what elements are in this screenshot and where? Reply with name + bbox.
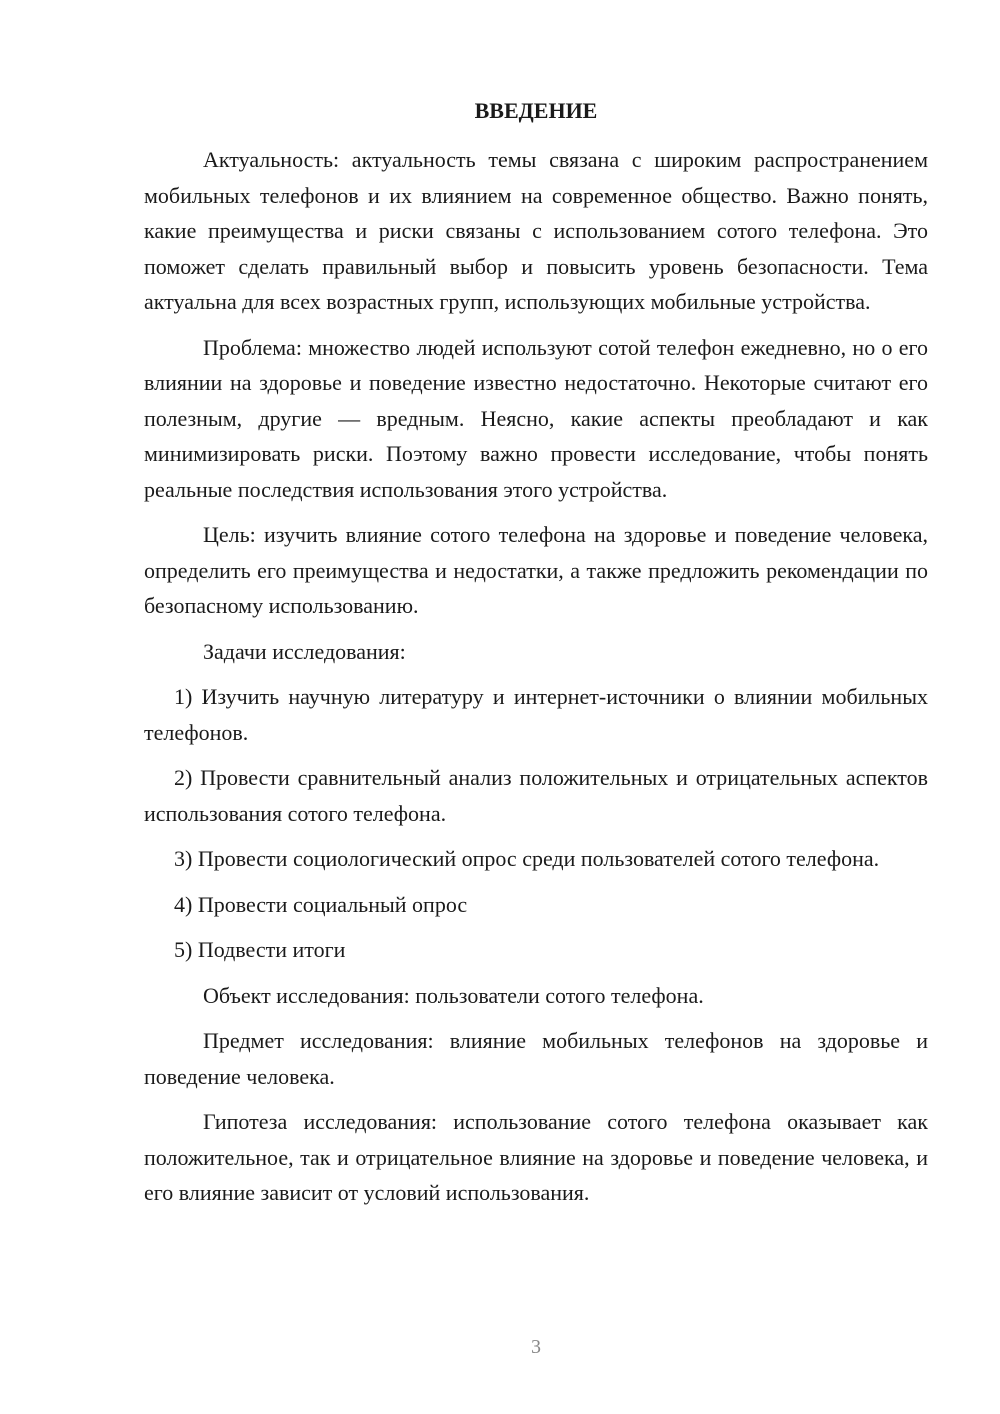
paragraph-object: Объект исследования: пользователи сотого телефона. xyxy=(203,982,704,1008)
paragraph-subject: Предмет исследования: влияние мобильных телефонов на здоровье и поведение человека. xyxy=(144,1028,928,1089)
paragraph-hypothesis: Гипотеза исследования: использование сотого телефона оказывает как положительное, так и отрицательное влияние на здоровье и поведение человека, и его влияние зависит от условий использования. xyxy=(144,1109,928,1205)
paragraph-tasks-heading: Задачи исследования: xyxy=(203,638,406,664)
task-item-5: 5) Подвести итоги xyxy=(174,937,346,962)
page-number: 3 xyxy=(531,1336,541,1358)
paragraph-goal: Цель: изучить влияние сотого телефона на здоровье и поведение человека, определить его преимущества и недостатки, а также предложить рекомендации по безопасному использованию. xyxy=(144,522,928,618)
task-item-3: 3) Провести социологический опрос среди пользователей сотого телефона. xyxy=(174,846,880,871)
paragraph-problem: Проблема: множество людей используют сотой телефон ежедневно, но о его влиянии на здоровье и поведение известно недостаточно. Некоторые считают его полезным, другие — вредным. Неясно, какие аспекты преобладают и как минимизировать риски. Поэтому важно провести исследование, чтобы понять реальные последствия использования этого устройства. xyxy=(144,334,928,502)
document-page xyxy=(144,92,928,1221)
task-item-2: 2) Провести сравнительный анализ положительных и отрицательных аспектов использования сотого телефона. xyxy=(144,765,928,826)
paragraph-relevance: Актуальность: актуальность темы связана с широким распространением мобильных телефонов и их влиянием на современное общество. Важно понять, какие преимущества и риски связаны с использованием сотого телефона. Это поможет сделать правильный выбор и повысить уровень безопасности. Тема актуальна для всех возрастных групп, использующих мобильные устройства. xyxy=(144,147,928,314)
task-item-4: 4) Провести социальный опрос xyxy=(174,891,468,917)
task-item-1: 1) Изучить научную литературу и интернет-источники о влиянии мобильных телефонов. xyxy=(144,684,928,745)
section-title: ВВЕДЕНИЕ xyxy=(474,98,598,123)
